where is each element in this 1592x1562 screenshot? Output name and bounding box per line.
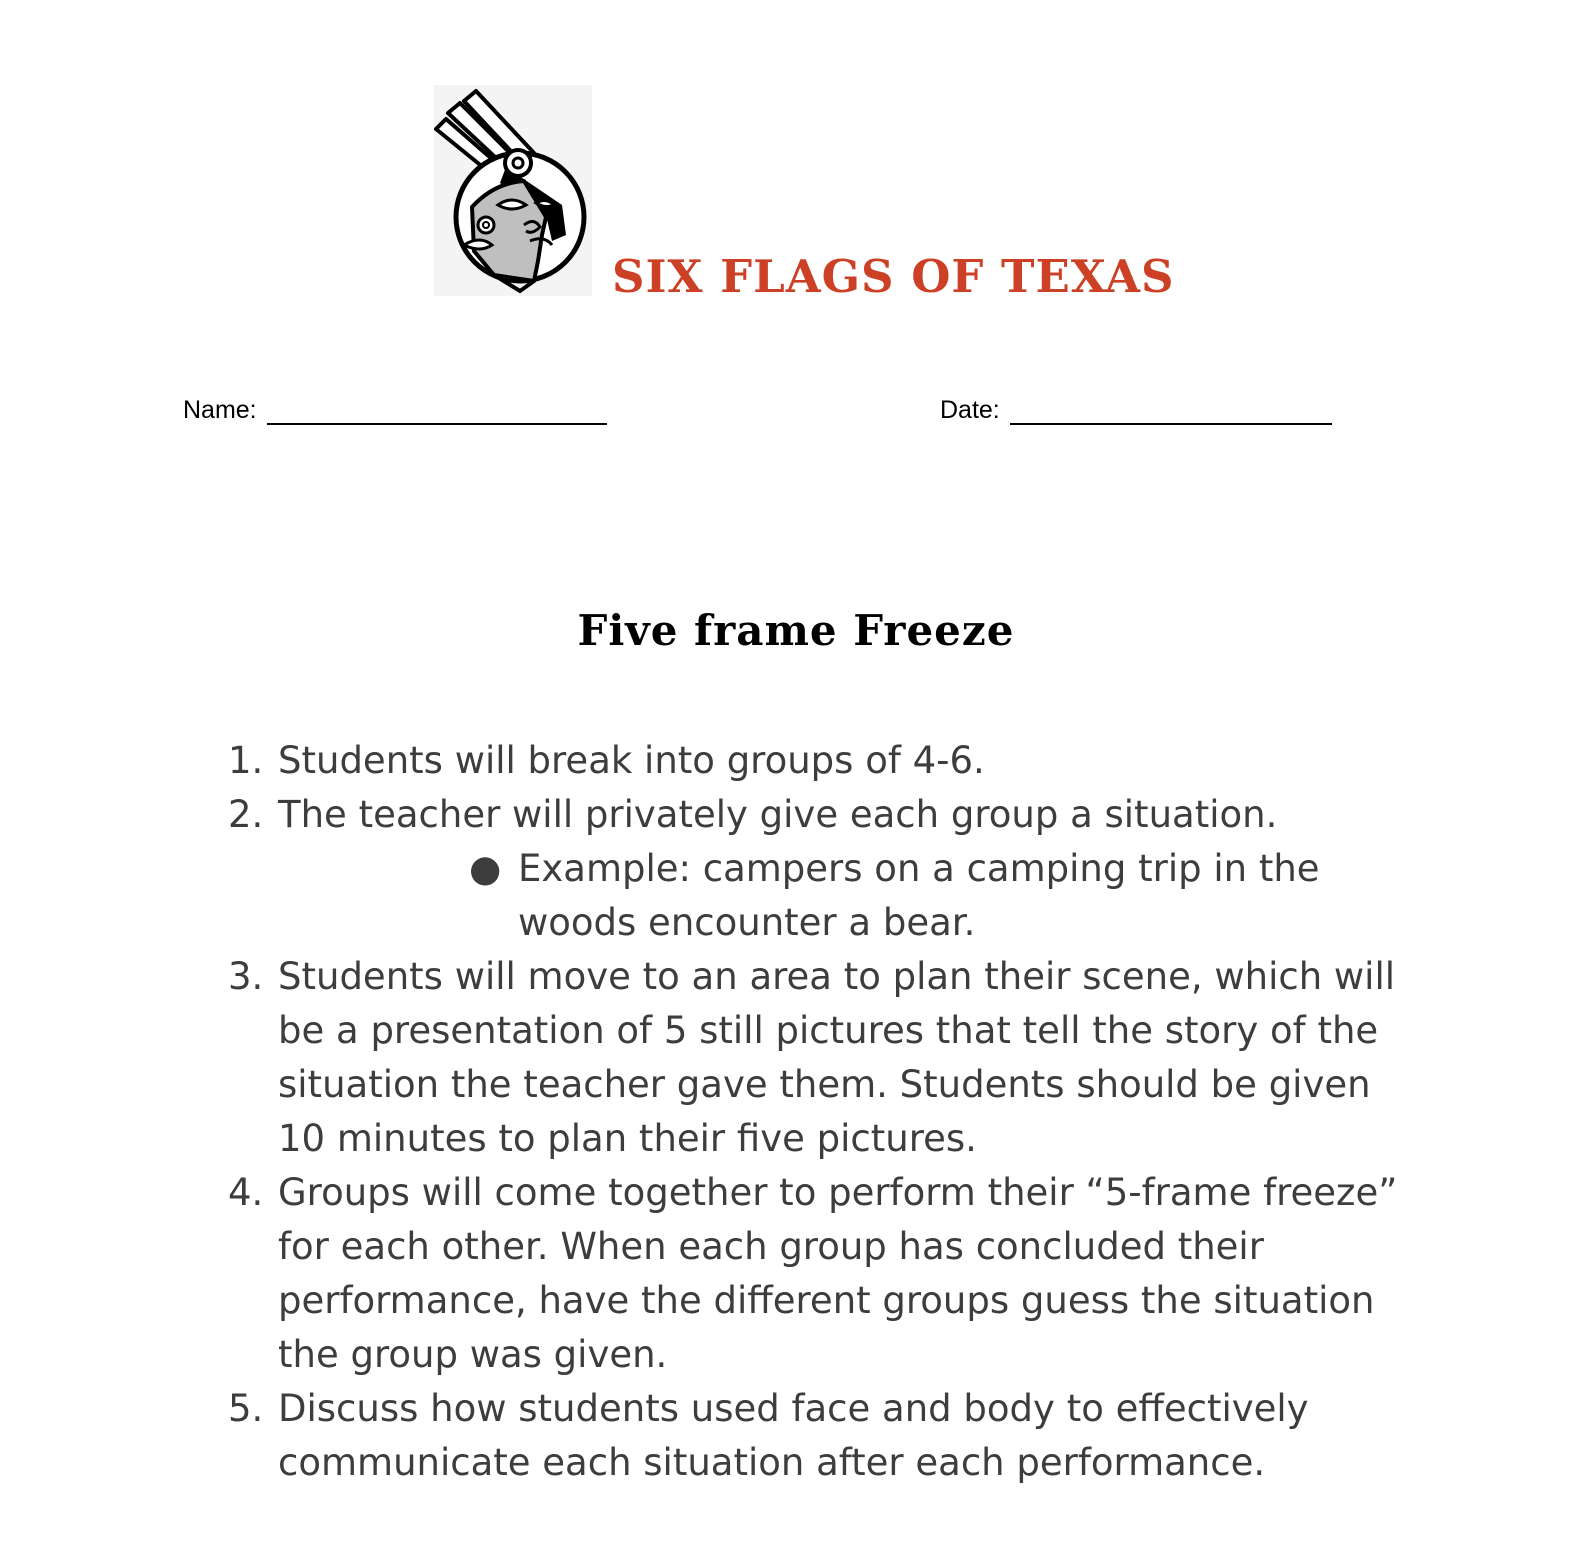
step-number: 4. <box>228 1171 264 1214</box>
document-title: Five frame Freeze <box>577 606 1015 655</box>
brand-title: SIX FLAGS OF TEXAS <box>612 250 1175 303</box>
step-text: Groups will come together to perform their “5-frame freeze” for each other. When each group has concluded their performance, have the different groups guess the situation the group was given. <box>278 1171 1398 1376</box>
example-bullet-item <box>469 842 1398 950</box>
step-number: 1. <box>228 739 264 782</box>
step-text: Students will break into groups of 4-6. <box>278 739 985 782</box>
step-item <box>228 1166 1428 1382</box>
step-number: 3. <box>228 955 264 998</box>
steps-list <box>228 734 1428 1490</box>
step-item <box>228 788 1428 842</box>
date-field <box>940 396 1332 425</box>
example-text: Example: campers on a camping trip in the woods encounter a bear. <box>518 847 1320 944</box>
step-number: 5. <box>228 1387 264 1430</box>
step-item <box>228 950 1428 1166</box>
date-label: Date: <box>940 396 1000 424</box>
mayan-face-logo-icon <box>434 85 592 296</box>
step-number: 2. <box>228 793 264 836</box>
step-text: The teacher will privately give each group a situation. <box>278 793 1278 836</box>
step-text: Students will move to an area to plan their scene, which will be a presentation of 5 still pictures that tell the story of the situation the teacher gave them. Students should be given 10 minutes to plan their five pictures. <box>278 955 1396 1160</box>
step-item <box>228 1382 1428 1490</box>
date-blank-line <box>1010 399 1332 425</box>
name-blank-line <box>267 399 607 425</box>
bullet-icon: ● <box>469 847 502 890</box>
name-label: Name: <box>183 396 257 424</box>
name-field <box>183 396 607 425</box>
step-item <box>228 734 1428 788</box>
step-text: Discuss how students used face and body to effectively communicate each situation after each performance. <box>278 1387 1309 1484</box>
